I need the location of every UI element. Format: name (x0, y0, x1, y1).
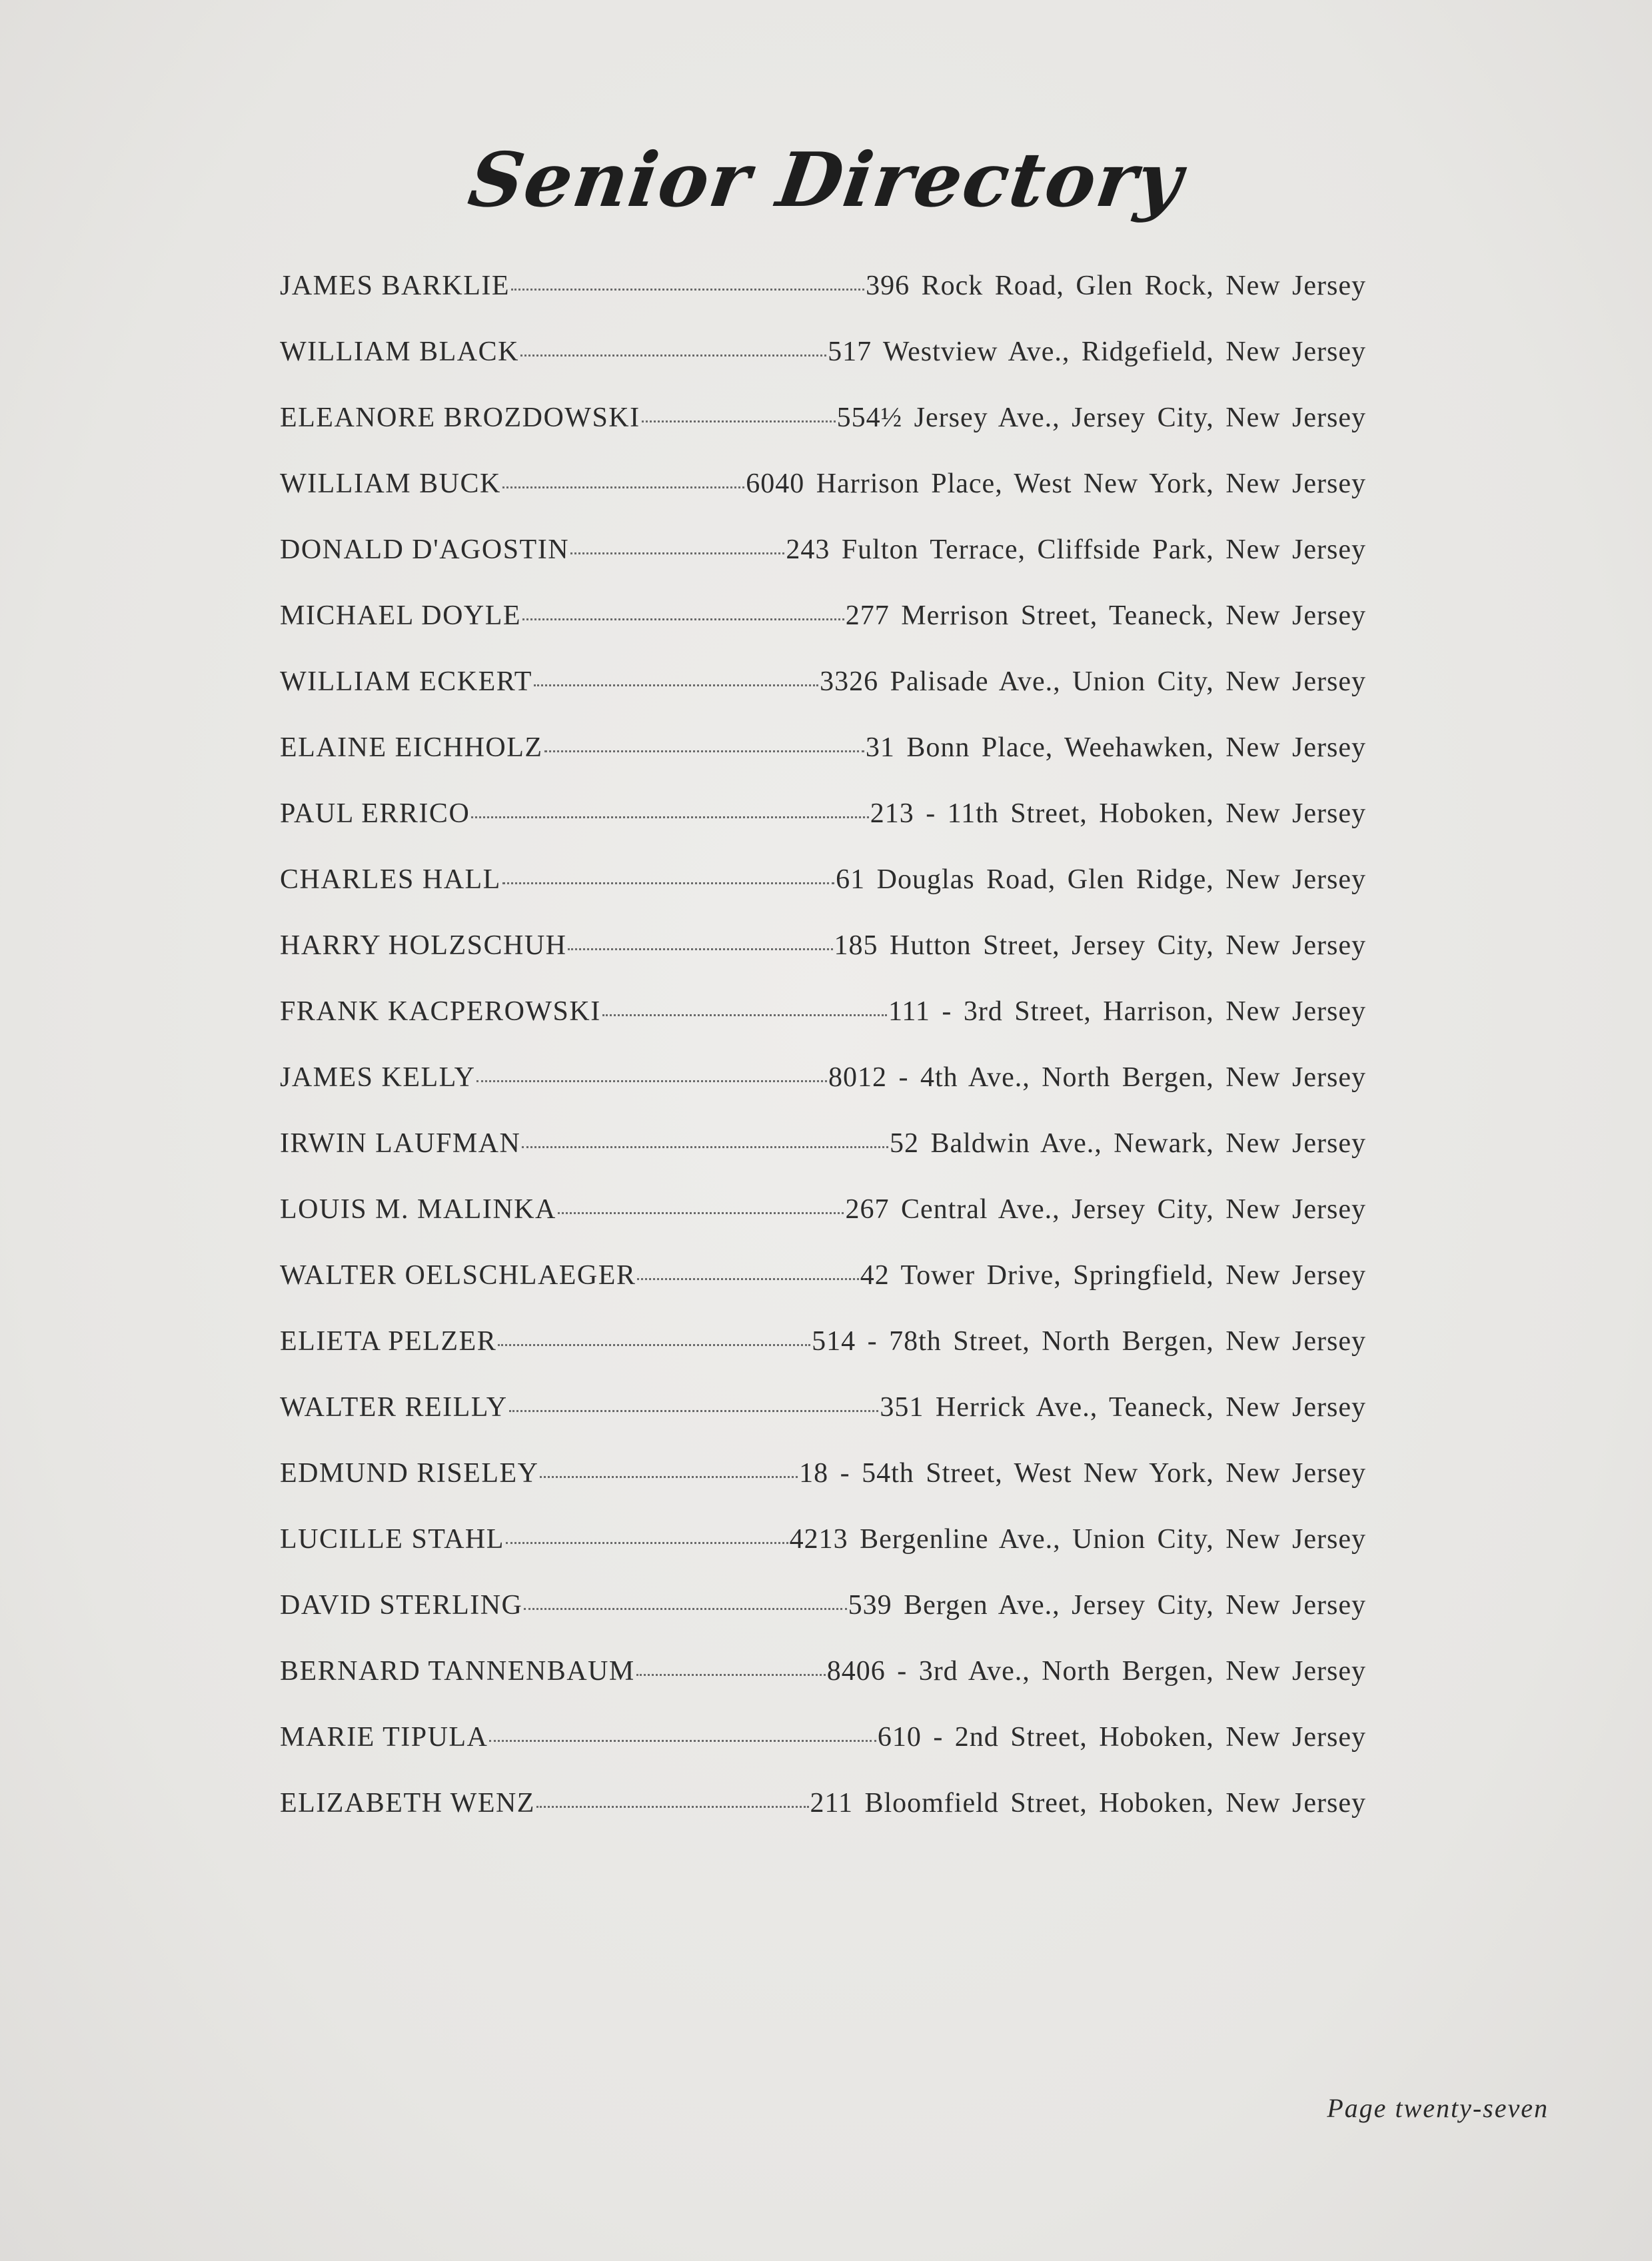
directory-entry (280, 1655, 1366, 1721)
dot-leader (636, 1674, 826, 1676)
directory-entry (280, 1589, 1366, 1655)
dot-leader (522, 618, 844, 620)
entry-address: 267 Central Ave., Jersey City, New Jersey (845, 1194, 1366, 1225)
directory-entry (280, 1259, 1366, 1325)
entry-name: LOUIS M. MALINKA (280, 1194, 556, 1225)
page-number: Page twenty-seven (1327, 2093, 1549, 2123)
entry-name: JAMES KELLY (280, 1062, 476, 1093)
entry-name: DAVID STERLING (280, 1590, 523, 1621)
entry-address: 52 Baldwin Ave., Newark, New Jersey (889, 1128, 1366, 1159)
directory-entry (280, 534, 1366, 600)
directory-entry (280, 732, 1366, 798)
directory-entry (280, 1523, 1366, 1589)
entry-name: LUCILLE STAHL (280, 1524, 504, 1555)
entry-name: ELIETA PELZER (280, 1326, 497, 1357)
dot-leader (642, 420, 836, 422)
entry-address: 396 Rock Road, Glen Rock, New Jersey (866, 271, 1366, 301)
dot-leader (489, 1740, 876, 1742)
directory-entry (280, 468, 1366, 534)
directory-entry (280, 864, 1366, 930)
dot-leader (509, 1410, 879, 1412)
entry-address: 8406 - 3rd Ave., North Bergen, New Jersey (826, 1656, 1366, 1687)
entry-address: 61 Douglas Road, Glen Ridge, New Jersey (836, 864, 1366, 895)
entry-name: CHARLES HALL (280, 864, 501, 895)
dot-leader (540, 1476, 798, 1478)
dot-leader (534, 684, 818, 686)
dot-leader (602, 1014, 887, 1016)
dot-leader (544, 750, 864, 752)
directory-entry (280, 1457, 1366, 1523)
dot-leader (502, 882, 834, 884)
directory-entry (280, 1391, 1366, 1457)
entry-name: JAMES BARKLIE (280, 271, 510, 301)
entry-address: 18 - 54th Street, West New York, New Jersey (799, 1458, 1366, 1489)
directory-entry (280, 1193, 1366, 1259)
directory-entry (280, 336, 1366, 402)
entry-address: 243 Fulton Terrace, Cliffside Park, New Jersey (786, 534, 1366, 565)
directory-entry (280, 1128, 1366, 1193)
dot-leader (524, 1608, 846, 1610)
directory-entry (280, 1062, 1366, 1128)
dot-leader (471, 816, 868, 818)
entry-name: ELAINE EICHHOLZ (280, 732, 543, 763)
directory-entry (280, 402, 1366, 468)
entry-address: 517 Westview Ave., Ridgefield, New Jersey (828, 337, 1366, 367)
entry-name: IRWIN LAUFMAN (280, 1128, 521, 1159)
dot-leader (637, 1278, 858, 1280)
entry-name: MARIE TIPULA (280, 1722, 488, 1753)
directory-entry (280, 600, 1366, 666)
directory-entry (280, 1721, 1366, 1787)
entry-address: 111 - 3rd Street, Harrison, New Jersey (888, 996, 1366, 1027)
dot-leader (520, 355, 826, 357)
directory-entry (280, 1325, 1366, 1391)
entry-name: WALTER OELSCHLAEGER (280, 1260, 636, 1291)
entry-address: 31 Bonn Place, Weehawken, New Jersey (865, 732, 1366, 763)
entry-name: MICHAEL DOYLE (280, 600, 522, 631)
entry-address: 351 Herrick Ave., Teaneck, New Jersey (880, 1392, 1366, 1423)
entry-address: 8012 - 4th Ave., North Bergen, New Jersey (828, 1062, 1366, 1093)
entry-name: PAUL ERRICO (280, 798, 470, 829)
entry-name: FRANK KACPEROWSKI (280, 996, 601, 1027)
dot-leader (511, 289, 864, 291)
entry-address: 277 Merrison Street, Teaneck, New Jersey (845, 600, 1366, 631)
entry-name: WILLIAM ECKERT (280, 666, 532, 697)
directory-entry (280, 1787, 1366, 1853)
entry-name: WILLIAM BLACK (280, 337, 519, 367)
entry-name: ELIZABETH WENZ (280, 1788, 535, 1819)
entry-address: 554½ Jersey Ave., Jersey City, New Jersey (836, 402, 1366, 433)
entry-address: 4213 Bergenline Ave., Union City, New Jersey (789, 1524, 1366, 1555)
dot-leader (498, 1344, 810, 1346)
dot-leader (502, 486, 744, 488)
entry-address: 514 - 78th Street, North Bergen, New Jersey (812, 1326, 1366, 1357)
directory-entry (280, 666, 1366, 732)
dot-leader (568, 948, 832, 950)
dot-leader (506, 1542, 788, 1544)
entry-name: DONALD D'AGOSTIN (280, 534, 570, 565)
directory-entry (280, 270, 1366, 336)
senior-directory-list (280, 270, 1366, 1853)
entry-address: 3326 Palisade Ave., Union City, New Jersey (820, 666, 1366, 697)
entry-address: 42 Tower Drive, Springfield, New Jersey (860, 1260, 1366, 1291)
entry-name: WILLIAM BUCK (280, 468, 501, 499)
entry-name: EDMUND RISELEY (280, 1458, 539, 1489)
entry-address: 211 Bloomfield Street, Hoboken, New Jersey (810, 1788, 1366, 1819)
entry-name: WALTER REILLY (280, 1392, 508, 1423)
dot-leader (476, 1080, 827, 1082)
entry-address: 610 - 2nd Street, Hoboken, New Jersey (877, 1722, 1366, 1753)
directory-entry (280, 996, 1366, 1062)
entry-address: 539 Bergen Ave., Jersey City, New Jersey (848, 1590, 1366, 1621)
directory-entry (280, 798, 1366, 864)
entry-address: 185 Hutton Street, Jersey City, New Jersey (834, 930, 1366, 961)
page-title: Senior Directory (463, 137, 1189, 224)
entry-address: 213 - 11th Street, Hoboken, New Jersey (870, 798, 1366, 829)
directory-entry (280, 930, 1366, 996)
entry-name: HARRY HOLZSCHUH (280, 930, 567, 961)
dot-leader (570, 552, 784, 554)
dot-leader (522, 1146, 888, 1148)
entry-name: ELEANORE BROZDOWSKI (280, 402, 640, 433)
entry-address: 6040 Harrison Place, West New York, New Jersey (746, 468, 1366, 499)
dot-leader (536, 1806, 809, 1808)
dot-leader (558, 1212, 844, 1214)
entry-name: BERNARD TANNENBAUM (280, 1656, 635, 1687)
